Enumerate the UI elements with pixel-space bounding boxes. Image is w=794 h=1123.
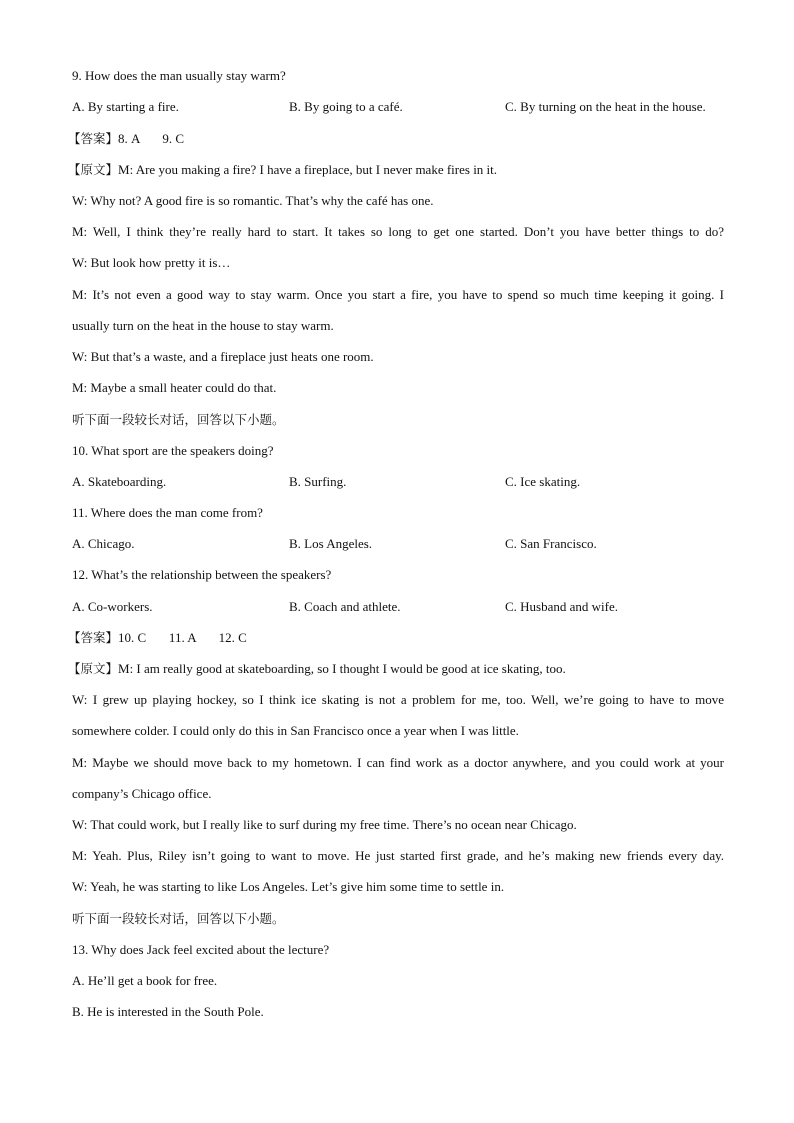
question-11: 11. Where does the man come from? bbox=[72, 505, 263, 520]
transcript-line: M: Maybe a small heater could do that. bbox=[72, 380, 277, 395]
transcript-line: company’s Chicago office. bbox=[72, 786, 212, 801]
option-c: C. Ice skating. bbox=[505, 474, 581, 489]
transcript-line: W: But look how pretty it is… bbox=[72, 255, 231, 270]
answer-line-2 bbox=[68, 630, 724, 646]
option-c: C. San Francisco. bbox=[505, 536, 597, 551]
option-b: B. Los Angeles. bbox=[289, 536, 373, 551]
option-b: B. Surfing. bbox=[289, 474, 347, 489]
answer-tag: 【答案】 bbox=[68, 131, 119, 146]
option-b: B. By going to a café. bbox=[289, 99, 403, 114]
option-a: A. By starting a fire. bbox=[72, 99, 179, 114]
option-a: A. Chicago. bbox=[72, 536, 135, 551]
section-instruction: 听下面一段较长对话，回答以下小题。 bbox=[72, 911, 285, 926]
transcript-line: M: Yeah. Plus, Riley isn’t going to want to move. He just started first grade, and he’s making new friends every day. bbox=[72, 848, 724, 863]
transcript-line: somewhere colder. I could only do this in San Francisco once a year when I was little. bbox=[72, 723, 519, 738]
transcript-line: M: Well, I think they’re really hard to start. It takes so long to get one started. Don’t you have better things to do? bbox=[72, 224, 724, 239]
transcript-line: W: I grew up playing hockey, so I think ice skating is not a problem for me, too. Well, we’re going to have to move bbox=[72, 692, 724, 707]
option-c: C. By turning on the heat in the house. bbox=[505, 99, 706, 114]
question-12: 12. What’s the relationship between the speakers? bbox=[72, 567, 332, 582]
transcript-first-line bbox=[68, 162, 724, 178]
option-a: A. Skateboarding. bbox=[72, 474, 167, 489]
answer-tag: 【答案】 bbox=[68, 630, 119, 645]
option-b: B. Coach and athlete. bbox=[289, 599, 401, 614]
option-a: A. He’ll get a book for free. bbox=[72, 973, 218, 988]
transcript-first-line bbox=[68, 661, 724, 677]
transcript-line: M: It’s not even a good way to stay warm. Once you start a fire, you have to spend so much time keeping it going. I bbox=[72, 287, 724, 302]
question-10: 10. What sport are the speakers doing? bbox=[72, 443, 274, 458]
option-c: C. Husband and wife. bbox=[505, 599, 619, 614]
answer-text: 10. C 11. A 12. C bbox=[118, 630, 247, 645]
transcript-line: W: That could work, but I really like to surf during my free time. There’s no ocean near Chicago. bbox=[72, 817, 577, 832]
transcript-line: usually turn on the heat in the house to stay warm. bbox=[72, 318, 334, 333]
transcript-tag: 【原文】 bbox=[68, 162, 119, 177]
transcript-line: W: Why not? A good fire is so romantic. That’s why the café has one. bbox=[72, 193, 434, 208]
option-a: A. Co-workers. bbox=[72, 599, 153, 614]
transcript-line: W: But that’s a waste, and a fireplace just heats one room. bbox=[72, 349, 374, 364]
option-b: B. He is interested in the South Pole. bbox=[72, 1004, 264, 1019]
answer-line-1 bbox=[68, 131, 724, 147]
transcript-text: M: I am really good at skateboarding, so I thought I would be good at ice skating, too. bbox=[118, 661, 566, 676]
answer-text: 8. A 9. C bbox=[118, 131, 185, 146]
section-instruction: 听下面一段较长对话，回答以下小题。 bbox=[72, 412, 285, 427]
transcript-tag: 【原文】 bbox=[68, 661, 119, 676]
transcript-line: M: Maybe we should move back to my hometown. I can find work as a doctor anywhere, and you could work at your bbox=[72, 755, 724, 770]
question-13: 13. Why does Jack feel excited about the lecture? bbox=[72, 942, 330, 957]
transcript-text: M: Are you making a fire? I have a fireplace, but I never make fires in it. bbox=[118, 162, 498, 177]
transcript-line: W: Yeah, he was starting to like Los Angeles. Let’s give him some time to settle in. bbox=[72, 879, 505, 894]
question-9: 9. How does the man usually stay warm? bbox=[72, 68, 286, 83]
